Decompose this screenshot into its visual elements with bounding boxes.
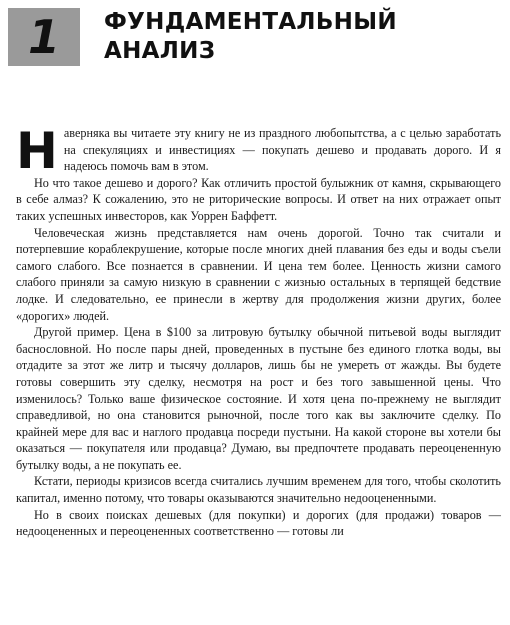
chapter-title — [104, 8, 397, 66]
paragraph-2: Но что такое дешево и дорого? Как отличить простой булыжник от камня, скрывающего в себе алмаз? К сожалению, это не риторические вопросы. И ответ на них отражает опыт таких успешных инвесторов, как Уоррен Баффетт. — [16, 175, 501, 223]
paragraph-3: Человеческая жизнь представляется нам очень дорогой. Точно так считали и потерпевшие кораблекрушение, которые после многих дней плавания без еды и воды съели самого слабого. Все познается в сравнении. И цена тем более. Ценность жизни самого слабого приняли за самую низкую в сравнении с жизнью остальных в терпящей бедствие лодке. И следовательно, ее принесли в жертву для продолжения жизни других, более «дорогих» людей. — [16, 225, 501, 323]
paragraph-5: Кстати, периоды кризисов всегда считались лучшим временем для того, чтобы сколотить капитал, именно потому, что товары оказываются значительно недооцененными. — [16, 474, 501, 506]
chapter-title-line-1: ФУНДАМЕНТАЛЬНЫЙ — [104, 9, 397, 35]
body-text — [16, 122, 501, 540]
chapter-number-box — [8, 8, 80, 66]
chapter-number: 1 — [27, 10, 60, 64]
paragraph-1-text: аверняка вы читаете эту книгу не из праздного любопытства, а с целью заработать на спекуляциях и инвестициях — покупать дешево и продавать дорого. И я надеюсь помочь вам в этом. — [63, 126, 501, 174]
drop-cap: Н — [16, 122, 58, 180]
paragraph-6: Но в своих поисках дешевых (для покупки) и дорогих (для продажи) товаров — недооцененных и переоцененных соответственно — готовы ли — [16, 507, 501, 539]
paragraph-1 — [16, 122, 501, 180]
chapter-title-line-2: АНАЛИЗ — [104, 38, 216, 64]
chapter-header — [8, 8, 502, 80]
paragraph-4: Другой пример. Цена в $100 за литровую бутылку обычной питьевой воды выглядит баснословной. Но после пары дней, проведенных в пустыне без единого глотка воды, вы отдадите за этот же литр и тысячу долларов, лишь бы не умереть от жажды. Вы будете готовы совершить эту сделку, несмотря на рост и без того завышенной цены. Что изменилось? Только ваше физическое состояние. И хотя цена по-прежнему не выглядит справедливой, но она становится рыночной, после того как вы заключите сделку. По крайней мере для вас и наглого продавца посреди пустыни. На какой стороне вы хотели бы оказаться — покупателя или продавца? Думаю, вы предпочтете продавать переоцененную бутылку воды, а не покупать ее. — [16, 325, 501, 472]
